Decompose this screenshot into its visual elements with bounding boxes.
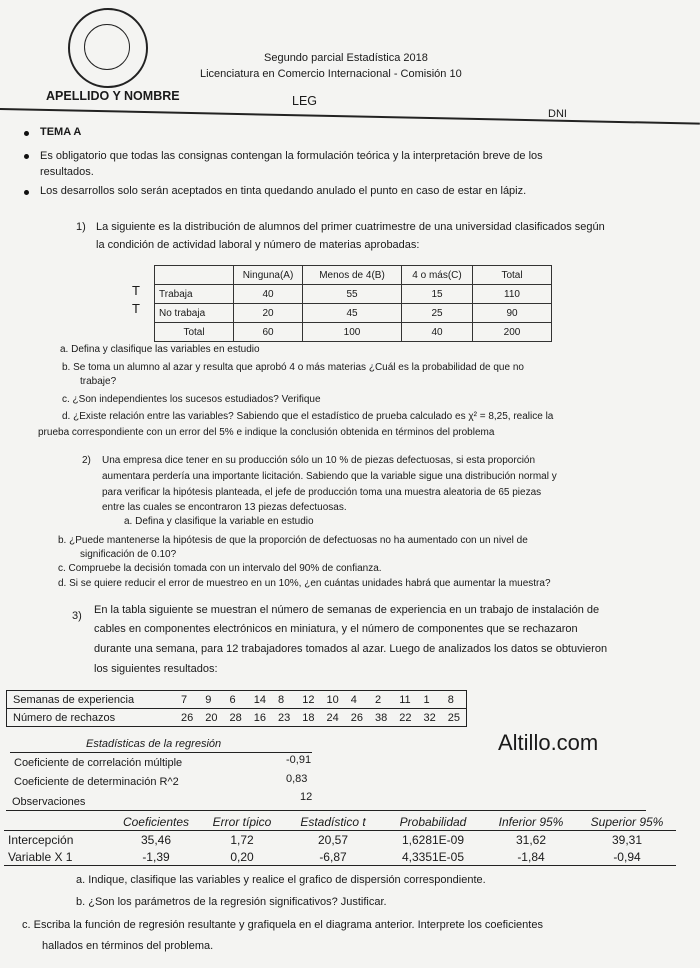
regstats-label: Coeficiente de correlación múltiple (14, 757, 183, 769)
q3-line1: En la tabla siguiente se muestran el número de semanas de experiencia en un trabajo de instalación de (94, 604, 600, 616)
q1-item-d1: d. ¿Existe relación entre las variables? Sabiendo que el estadístico de prueba calculado es χ² = 8,25, realice la (62, 411, 554, 422)
q2-item-d: d. Si se quiere reducir el error de muestreo en un 10%, ¿en cuántas unidades habrá que aumentar la muestra? (58, 578, 551, 589)
table-header: Error típico (212, 814, 272, 829)
margin-mark: T (132, 301, 140, 316)
table-cell: 8 (278, 693, 285, 706)
table-cell: Semanas de experiencia (13, 693, 135, 706)
table-cell: -1,39 (142, 849, 170, 864)
divider (6, 810, 646, 811)
instruction-1b: resultados. (40, 166, 94, 178)
divider (10, 752, 312, 753)
table-header: Superior 95% (590, 814, 664, 829)
table-cell: 14 (253, 693, 266, 706)
table-cell: 1,6281E-09 (401, 832, 465, 847)
table-cell: 100 (303, 323, 402, 342)
table-cell: 10 (326, 693, 339, 706)
table-cell: 38 (375, 711, 388, 724)
q1-number: 1) (76, 221, 86, 233)
q1-item-c: c. ¿Son independientes los sucesos estudiados? Verifique (62, 394, 321, 405)
program-name: Licenciatura en Comercio Internacional - Comisión 10 (200, 68, 462, 80)
table-cell: 4 (350, 693, 357, 706)
q3-line4: los siguientes resultados: (94, 663, 218, 675)
regstats-value: -0,91 (286, 754, 312, 766)
table-cell: 35,46 (140, 832, 172, 847)
table-cell: 20,57 (317, 832, 349, 847)
dni-label: DNI (548, 108, 567, 120)
regstats-label: Coeficiente de determinación R^2 (14, 776, 179, 788)
table-header: Total (473, 266, 552, 285)
table-cell: 45 (303, 304, 402, 323)
table-cell: 7 (181, 693, 188, 706)
table-cell: 60 (234, 323, 303, 342)
table-cell: 25 (447, 711, 460, 724)
table-cell: 18 (302, 711, 315, 724)
q3-item-c2: hallados en términos del problema. (42, 940, 214, 952)
bullet-icon (24, 154, 29, 159)
q2-item-b2: significación de 0.10? (80, 549, 177, 560)
table-cell (155, 266, 234, 285)
q2-line2: aumentara perdería una importante licitación. Sabiendo que la variable sigue una distribución normal y (102, 471, 557, 482)
table-cell: 2 (375, 693, 382, 706)
table-cell: 6 (229, 693, 236, 706)
table-cell: 20 (205, 711, 218, 724)
q1-item-a: a. Defina y clasifique las variables en estudio (60, 344, 260, 355)
table-cell: No trabaja (155, 304, 234, 323)
q3-item-c1: c. Escriba la función de regresión resultante y grafiquela en el diagrama anterior. Interprete los coeficientes (22, 919, 543, 931)
table-cell: 1 (423, 693, 430, 706)
table-cell: 8 (447, 693, 454, 706)
q3-item-a: a. Indique, clasifique las variables y realice el grafico de dispersión correspondiente. (76, 874, 486, 886)
instruction-1a: Es obligatorio que todas las consignas contengan la formulación teórica y la interpretación breve de los (40, 150, 543, 162)
bullet-icon (24, 190, 29, 195)
table-row (155, 323, 552, 342)
q2-item-a: a. Defina y clasifique la variable en estudio (124, 516, 314, 527)
table-cell: -1,84 (517, 849, 545, 864)
tema-label: TEMA A (40, 126, 82, 138)
table-cell: 39,31 (611, 832, 643, 847)
q1-item-b1: b. Se toma un alumno al azar y resulta que aprobó 4 o más materias ¿Cuál es la probabilidad de que no (62, 362, 524, 373)
table-cell: 22 (399, 711, 412, 724)
leg-label: LEG (292, 94, 318, 108)
q1-item-d2: prueba correspondiente con un error del 5% e indique la conclusión obtenida en términos del problema (38, 427, 495, 438)
regstats-value: 12 (300, 791, 313, 803)
q2-item-b1: b. ¿Puede mantenerse la hipótesis de que la proporción de defectuosas no ha aumentado con un nivel de (58, 535, 528, 546)
observations-table (6, 690, 467, 727)
q2-line1: Una empresa dice tener en su producción sólo un 10 % de piezas defectuosas, si esta proporción (102, 455, 536, 466)
q1-intro-a: La siguiente es la distribución de alumnos del primer cuatrimestre de una universidad clasificados según (96, 221, 605, 233)
table-cell: 31,62 (515, 832, 547, 847)
table-cell: 26 (181, 711, 194, 724)
table-cell: 15 (402, 285, 473, 304)
regstats-label: Observaciones (12, 796, 86, 808)
table-header: Menos de 4(B) (303, 266, 402, 285)
regstats-title: Estadísticas de la regresión (86, 738, 222, 750)
table-cell: -0,94 (613, 849, 641, 864)
table-cell: -6,87 (319, 849, 347, 864)
table-cell: Intercepción (8, 832, 74, 847)
table-cell: 26 (350, 711, 363, 724)
table-cell: Número de rechazos (13, 711, 116, 724)
bullet-icon (24, 131, 29, 136)
table-header: Coeficientes (122, 814, 190, 829)
table-cell: 16 (253, 711, 266, 724)
instruction-2: Los desarrollos solo serán aceptados en tinta quedando anulado el punto en caso de estar en lápiz. (40, 185, 527, 197)
q1-item-b2: trabaje? (80, 376, 117, 387)
table-row (7, 709, 467, 727)
table-cell: Variable X 1 (8, 849, 73, 864)
table-cell: 200 (473, 323, 552, 342)
q1-intro-b: la condición de actividad laboral y número de materias aprobadas: (96, 239, 420, 251)
table-header: Inferior 95% (498, 814, 564, 829)
table-cell: Total (155, 323, 234, 342)
table-cell: 0,20 (230, 849, 254, 864)
table-header-row (155, 266, 552, 285)
header-divider (0, 108, 700, 125)
q3-number: 3) (72, 610, 82, 622)
table-cell: 12 (302, 693, 315, 706)
distribution-table (154, 265, 552, 342)
table-row (155, 304, 552, 323)
table-cell: 9 (205, 693, 212, 706)
university-seal (68, 8, 148, 88)
regstats-value: 0,83 (286, 773, 308, 785)
table-cell: 32 (423, 711, 436, 724)
watermark: Altillo.com (498, 730, 599, 755)
table-header: 4 o más(C) (402, 266, 473, 285)
table-cell: Trabaja (155, 285, 234, 304)
table-header: Probabilidad (399, 814, 467, 829)
table-cell: 24 (326, 711, 339, 724)
table-cell: 90 (473, 304, 552, 323)
exam-title: Segundo parcial Estadística 2018 (264, 52, 428, 64)
table-cell: 20 (234, 304, 303, 323)
table-header: Estadístico t (300, 814, 366, 829)
table-cell: 25 (402, 304, 473, 323)
coefficients-table (4, 813, 676, 866)
q3-line3: durante una semana, para 12 trabajadores tomados al azar. Luego de analizados los datos se obtuvieron (94, 643, 608, 655)
margin-mark: T (132, 283, 140, 298)
table-header: Ninguna(A) (234, 266, 303, 285)
table-cell: 1,72 (230, 832, 254, 847)
q2-number: 2) (82, 455, 91, 466)
table-row (7, 691, 467, 709)
q3-line2: cables en componentes electrónicos en miniatura, y el número de componentes que se rechazaron (94, 623, 578, 635)
table-header-row (4, 813, 676, 831)
name-label: APELLIDO Y NOMBRE (46, 89, 180, 103)
table-row (155, 285, 552, 304)
table-cell: 110 (473, 285, 552, 304)
table-cell: 23 (278, 711, 291, 724)
table-row (4, 831, 676, 849)
table-cell: 28 (229, 711, 242, 724)
table-cell: 40 (402, 323, 473, 342)
table-cell: 40 (234, 285, 303, 304)
table-row (4, 848, 676, 866)
q3-item-b: b. ¿Son los parámetros de la regresión significativos? Justificar. (76, 896, 387, 908)
table-cell: 11 (399, 693, 411, 706)
q2-line3: para verificar la hipótesis planteada, el jefe de producción toma una muestra aleatoria de 65 piezas (102, 487, 542, 498)
table-cell: 4,3351E-05 (401, 849, 465, 864)
q2-line4: entre las cuales se encontraron 13 piezas defectuosas. (102, 502, 347, 513)
q2-item-c: c. Compruebe la decisión tomada con un intervalo del 90% de confianza. (58, 563, 382, 574)
table-cell (4, 813, 112, 831)
table-cell: 55 (303, 285, 402, 304)
